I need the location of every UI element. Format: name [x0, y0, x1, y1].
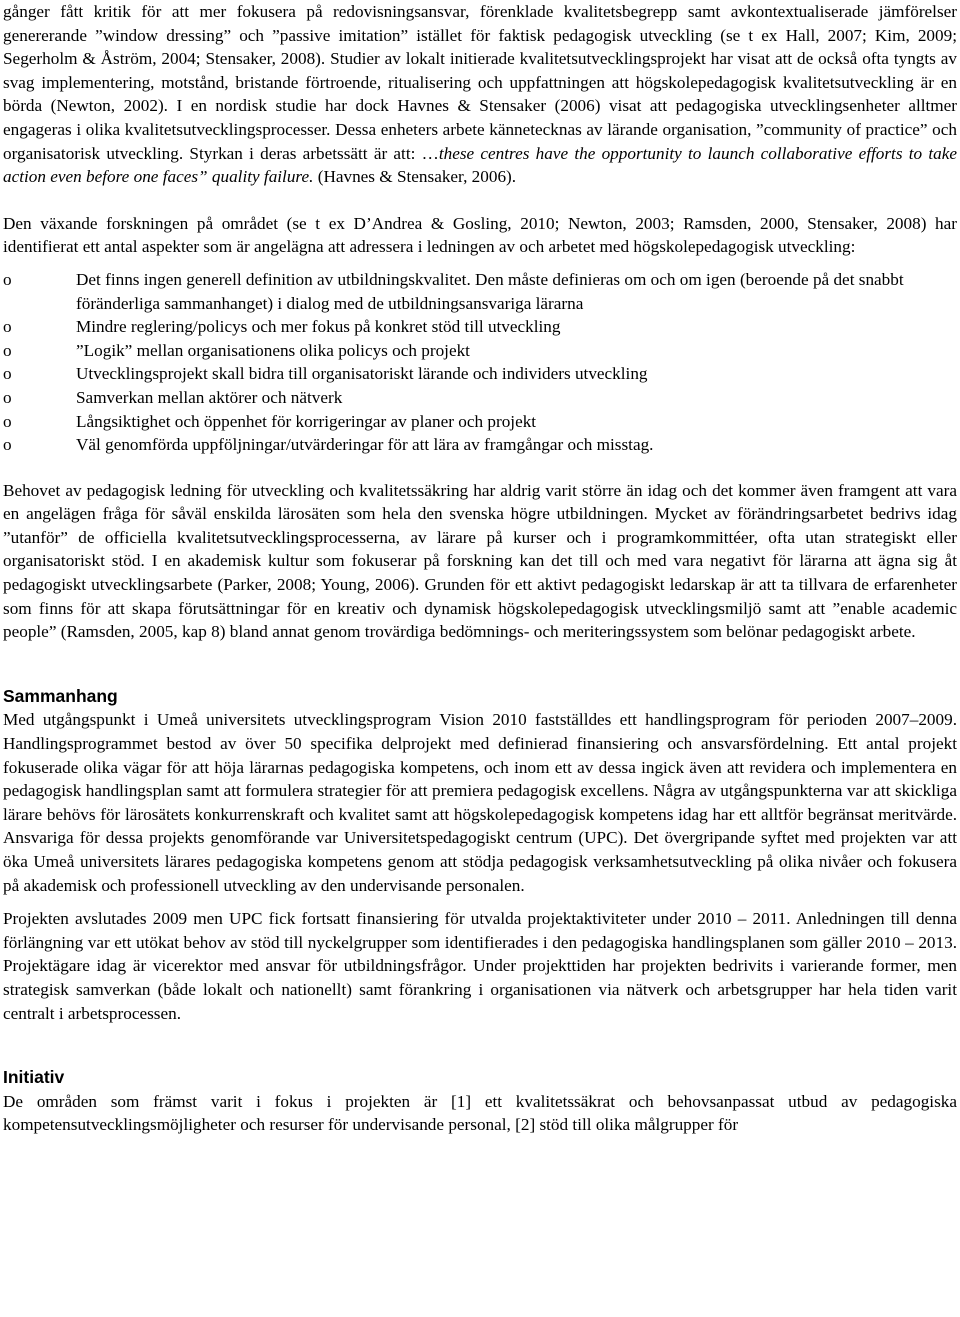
- section-heading-sammanhang: Sammanhang: [3, 685, 118, 706]
- needs-paragraph: Behovet av pedagogisk ledning för utveckling och kvalitetssäkring har aldrig varit större än idag och det kommer även framgent att vara en angelägen fråga för såväl enskilda lärosäten som hela den svenska högre utbildningen. Mycket av förändringsarbetet bedrivs idag ”utanför” de officiella kvalitetsutvecklingsprocesserna, av lärare på kurser och i programkommittéer, ofta utan strategiskt eller organisatoriskt stöd. I en akademisk kultur som fokuserar på forskning kan det till och med vara negativt för lärarna att ägna sig åt pedagogiskt utvecklingsarbete (Parker, 2008; Young, 2006). Grunden för ett aktivt pedagogiskt ledarskap är att ta tillvara de erfarenheter som finns för att skapa förutsättningar för en kreativ och dynamisk högskolepedagogisk utvecklingsmiljö samt att ”enable academic people” (Ramsden, 2005, kap 8) bland annat genom trovärdiga bedömnings- och meriteringssystem som belönar pedagogiskt arbete.: [3, 480, 957, 642]
- list-item: [3, 339, 957, 363]
- list-bullet: o: [3, 269, 12, 289]
- document-page: [3, 0, 957, 1137]
- list-item: [3, 315, 957, 339]
- intro-citation: (Havnes & Stensaker, 2006).: [313, 167, 517, 187]
- list-bullet: o: [3, 411, 12, 431]
- list-item: [3, 410, 957, 434]
- aspect-list: [3, 268, 957, 457]
- list-bullet: o: [3, 387, 12, 407]
- list-item-text: Mindre reglering/policys och mer fokus på konkret stöd till utveckling: [76, 317, 561, 337]
- list-bullet: o: [3, 340, 12, 360]
- list-item-text: Det finns ingen generell definition av utbildningskvalitet. Den måste definieras om och om igen (beroende på det snabbt föränderliga sammanhanget) i dialog med de utbildningsansvariga lärarna: [76, 269, 904, 313]
- intro-quote: these centres have the opportunity to launch collaborative efforts to take action even before one faces” quality failure.: [3, 143, 957, 187]
- section-heading-initiativ: Initiativ: [3, 1067, 65, 1088]
- list-item-text: Utvecklingsprojekt skall bidra till organisatoriskt lärande och individers utveckling: [76, 364, 648, 384]
- list-item-text: Samverkan mellan aktörer och nätverk: [76, 387, 343, 407]
- list-item: [3, 433, 957, 457]
- intro-text: gånger fått kritik för att mer fokusera på redovisningsansvar, förenklade kvalitetsbegrepp samt avkontextualiserade jämförelser genererande ”window dressing” och ”passive imitation” istället för faktisk pedagogisk utveckling (se t ex Hall, 2007; Kim, 2009; Segerholm & Åström, 2004; Stensaker, 2008). Studier av lokalt initierade kvalitetsutvecklingsprojekt har visat att de också ofta tyngts av svag implementering, motstånd, bristande förtroende, ritualisering och uppfattningen att högskolepedagogisk kvalitetsutveckling är en börda (Newton, 2002). I en nordisk studie har dock Havnes & Stensaker (2006) visat att pedagogiska utvecklingsenheter alltmer engageras i olika kvalitetsutvecklingsprocesser. Dessa enheters arbete kännetecknas av lärande organisation, ”community of practice” och organisatorisk utveckling. Styrkan i deras arbetssätt är att: …: [3, 2, 957, 163]
- list-bullet: o: [3, 317, 12, 337]
- context-paragraph-2: Projekten avslutades 2009 men UPC fick fortsatt finansiering för utvalda projektaktiviteter under 2010 – 2011. Anledningen till denna förlängning var ett utökat behov av stöd till nyckelgrupper som identifierades i den pedagogiska handlingsplanen som gäller 2010 – 2013. Projektägare idag är vicerektor med ansvar för utbildningsfrågor. Under projekttiden har projekten bedrivits i varierande former, men strategisk samverkan (både lokalt och nationellt) samt förankring i organisationen via nätverk och arbetsgrupper har hela tiden varit centralt i arbetsprocessen.: [3, 909, 957, 1023]
- list-bullet: o: [3, 435, 12, 455]
- list-item-text: ”Logik” mellan organisationens olika policys och projekt: [76, 340, 470, 360]
- list-item: [3, 268, 957, 315]
- list-item: [3, 386, 957, 410]
- initiative-paragraph: De områden som främst varit i fokus i projekten är [1] ett kvalitetssäkrat och behovsanpassat utbud av pedagogiska kompetensutvecklingsmöjligheter och resurser för undervisande personal, [2] stöd till olika målgrupper för: [3, 1091, 957, 1135]
- research-paragraph: Den växande forskningen på området (se t ex D’Andrea & Gosling, 2010; Newton, 2003; Ramsden, 2000, Stensaker, 2008) har identifierat ett antal aspekter som är angelägna att adressera i ledningen av och arbetet med högskolepedagogisk utveckling:: [3, 213, 957, 257]
- list-item-text: Långsiktighet och öppenhet för korrigeringar av planer och projekt: [76, 411, 537, 431]
- list-item-text: Väl genomförda uppföljningar/utvärderingar för att lära av framgångar och misstag.: [76, 435, 654, 455]
- intro-paragraph: [3, 0, 957, 189]
- context-paragraph-1: Med utgångspunkt i Umeå universitets utvecklingsprogram Vision 2010 fastställdes ett handlingsprogram för perioden 2007–2009. Handlingsprogrammet bestod av över 50 specifika delprojekt med definierad finansiering och ansvarsfördelning. Ett antal projekt fokuserade olika vägar för att höja lärarnas pedagogiska kompetens, och inom ett av dessa ingick även att revidera och implementera en pedagogisk handlingsplan samt att formulera strategier för att premiera pedagogisk excellens. Några av utgångspunkterna var att skickliga lärare behövs för lärosätets konkurrenskraft och kvalitet samt att högskolepedagogisk kompetens idag har ett alltför begränsat meritvärde. Ansvariga för dessa projekts genomförande var Universitetspedagogiskt centrum (UPC). Det övergripande syftet med projekten var att öka Umeå universitets lärares pedagogiska kompetens genom att stödja pedagogisk verksamhetsutveckling på olika nivåer och fokusera på akademisk och professionell utveckling av den undervisande personalen.: [3, 710, 957, 895]
- list-bullet: o: [3, 364, 12, 384]
- list-item: [3, 362, 957, 386]
